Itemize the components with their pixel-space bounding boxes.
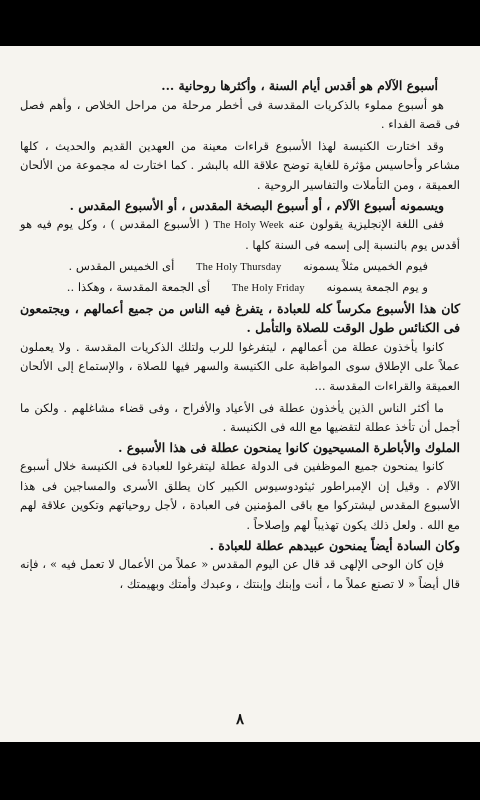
text-run: ففى اللغة الإنجليزية يقولون عنه bbox=[288, 217, 445, 232]
paragraph: وقد اختارت الكنيسة لهذا الأسبوع قراءات معينة من العهدين القديم والحديث ، كلها مشاعر وأحاسيس مؤثرة للغاية توضح علاقة الله بالبشر . كما اختارت له مجموعة من الألحان العميقة ، ومن التأملات والتفاسير الروحية . bbox=[20, 138, 460, 192]
text-run: أى الخميس المقدس . bbox=[68, 259, 175, 274]
text-run: وكل يوم فيه هو أقدس يوم بالنسبة إلى إسمه فى السنة كلها . bbox=[20, 217, 460, 252]
bold-paragraph: ويسمونه أسبوع الآلام ، أو أسبوع البصخة المقدس ، أو الأسبوع المقدس . bbox=[69, 197, 444, 213]
english-term: The Holy Friday bbox=[231, 282, 305, 294]
page-number: ٨ bbox=[235, 710, 245, 728]
text-run: ( الأسبوع المقدس ) ، bbox=[102, 217, 209, 232]
page-body bbox=[20, 76, 460, 594]
section-heading: أسبوع الآلام هو أقدس أيام السنة ، وأكثرها روحانية ... bbox=[161, 78, 438, 93]
paragraph: ما أكثر الناس الذين يأخذون عطلة فى الأعياد والأفراح ، وفى قضاء مشاغلهم . ولكن ما أجمل أن تأخذ عطلة لتقضيها مع الله فى الكنيسة . bbox=[20, 400, 460, 435]
paragraph: كانوا يأخذون عطلة من أعمالهم ، ليتفرغوا للرب ولتلك الذكريات المقدسة . ولا يعملون عملاً على الإطلاق سوى المواظبة على الكنيسة والسهر فيها للصلاة ، والإستماع إلى الألحان العميقة والقراءات المقدسة ... bbox=[20, 339, 460, 393]
paragraph: هو أسبوع مملوء بالذكريات المقدسة فى أخطر مرحلة من مراحل الخلاص ، وأهم فصل فى قصة الفداء . bbox=[20, 97, 460, 132]
paragraph: فإن كان الوحى الإلهى قد قال عن اليوم المقدس « عملاً من الأعمال لا تعمل فيه » ، فإنه قال أيضاً « لا تصنع عملاً ما ، أنت وإبنك وإبنتك ، وعبدك وأمتك وبهيمتك ، bbox=[20, 557, 460, 591]
paragraph bbox=[20, 215, 460, 255]
text-run: و يوم الجمعة يسمونه bbox=[326, 279, 428, 294]
english-term: The Holy Week bbox=[213, 220, 284, 232]
bold-paragraph: الملوك والأباطرة المسيحيون كانوا يمنحون عطلة فى هذا الأسبوع . bbox=[118, 439, 460, 455]
bold-paragraph: كان هذا الأسبوع مكرساً كله للعبادة ، يتفرغ فيه الناس من جميع أعمالهم ، ويجتمعون فى الكنائس طول الوقت للصلاة والتأمل . bbox=[20, 300, 460, 336]
text-run: فيوم الخميس مثلاً يسمونه bbox=[303, 259, 428, 274]
paragraph bbox=[20, 257, 460, 278]
paragraph: كانوا يمنحون جميع الموظفين فى الدولة عطلة ليتفرغوا للعبادة فى الكنيسة خلال أسبوع الآلام . وقيل إن الإمبراطور ثيئودوسيوس الكبير كان يطلق الأسرى والمساجين فى هذا الأسبوع المقدس ليشتركوا مع باقى المؤمنين فى العبادة ، لأجل روحياتهم وتكوين علاقة لهم مع الله . ولعل ذلك يكون تهذيباً لهم وإصلاحاً . bbox=[20, 459, 460, 533]
paragraph bbox=[20, 278, 460, 299]
bold-paragraph: وكان السادة أيضاً يمنحون عبيدهم عطلة للعبادة . bbox=[209, 537, 460, 553]
text-run: أى الجمعة المقدسة ، وهكذا .. bbox=[66, 279, 211, 294]
english-term: The Holy Thursday bbox=[196, 262, 282, 274]
book-page bbox=[0, 46, 480, 742]
